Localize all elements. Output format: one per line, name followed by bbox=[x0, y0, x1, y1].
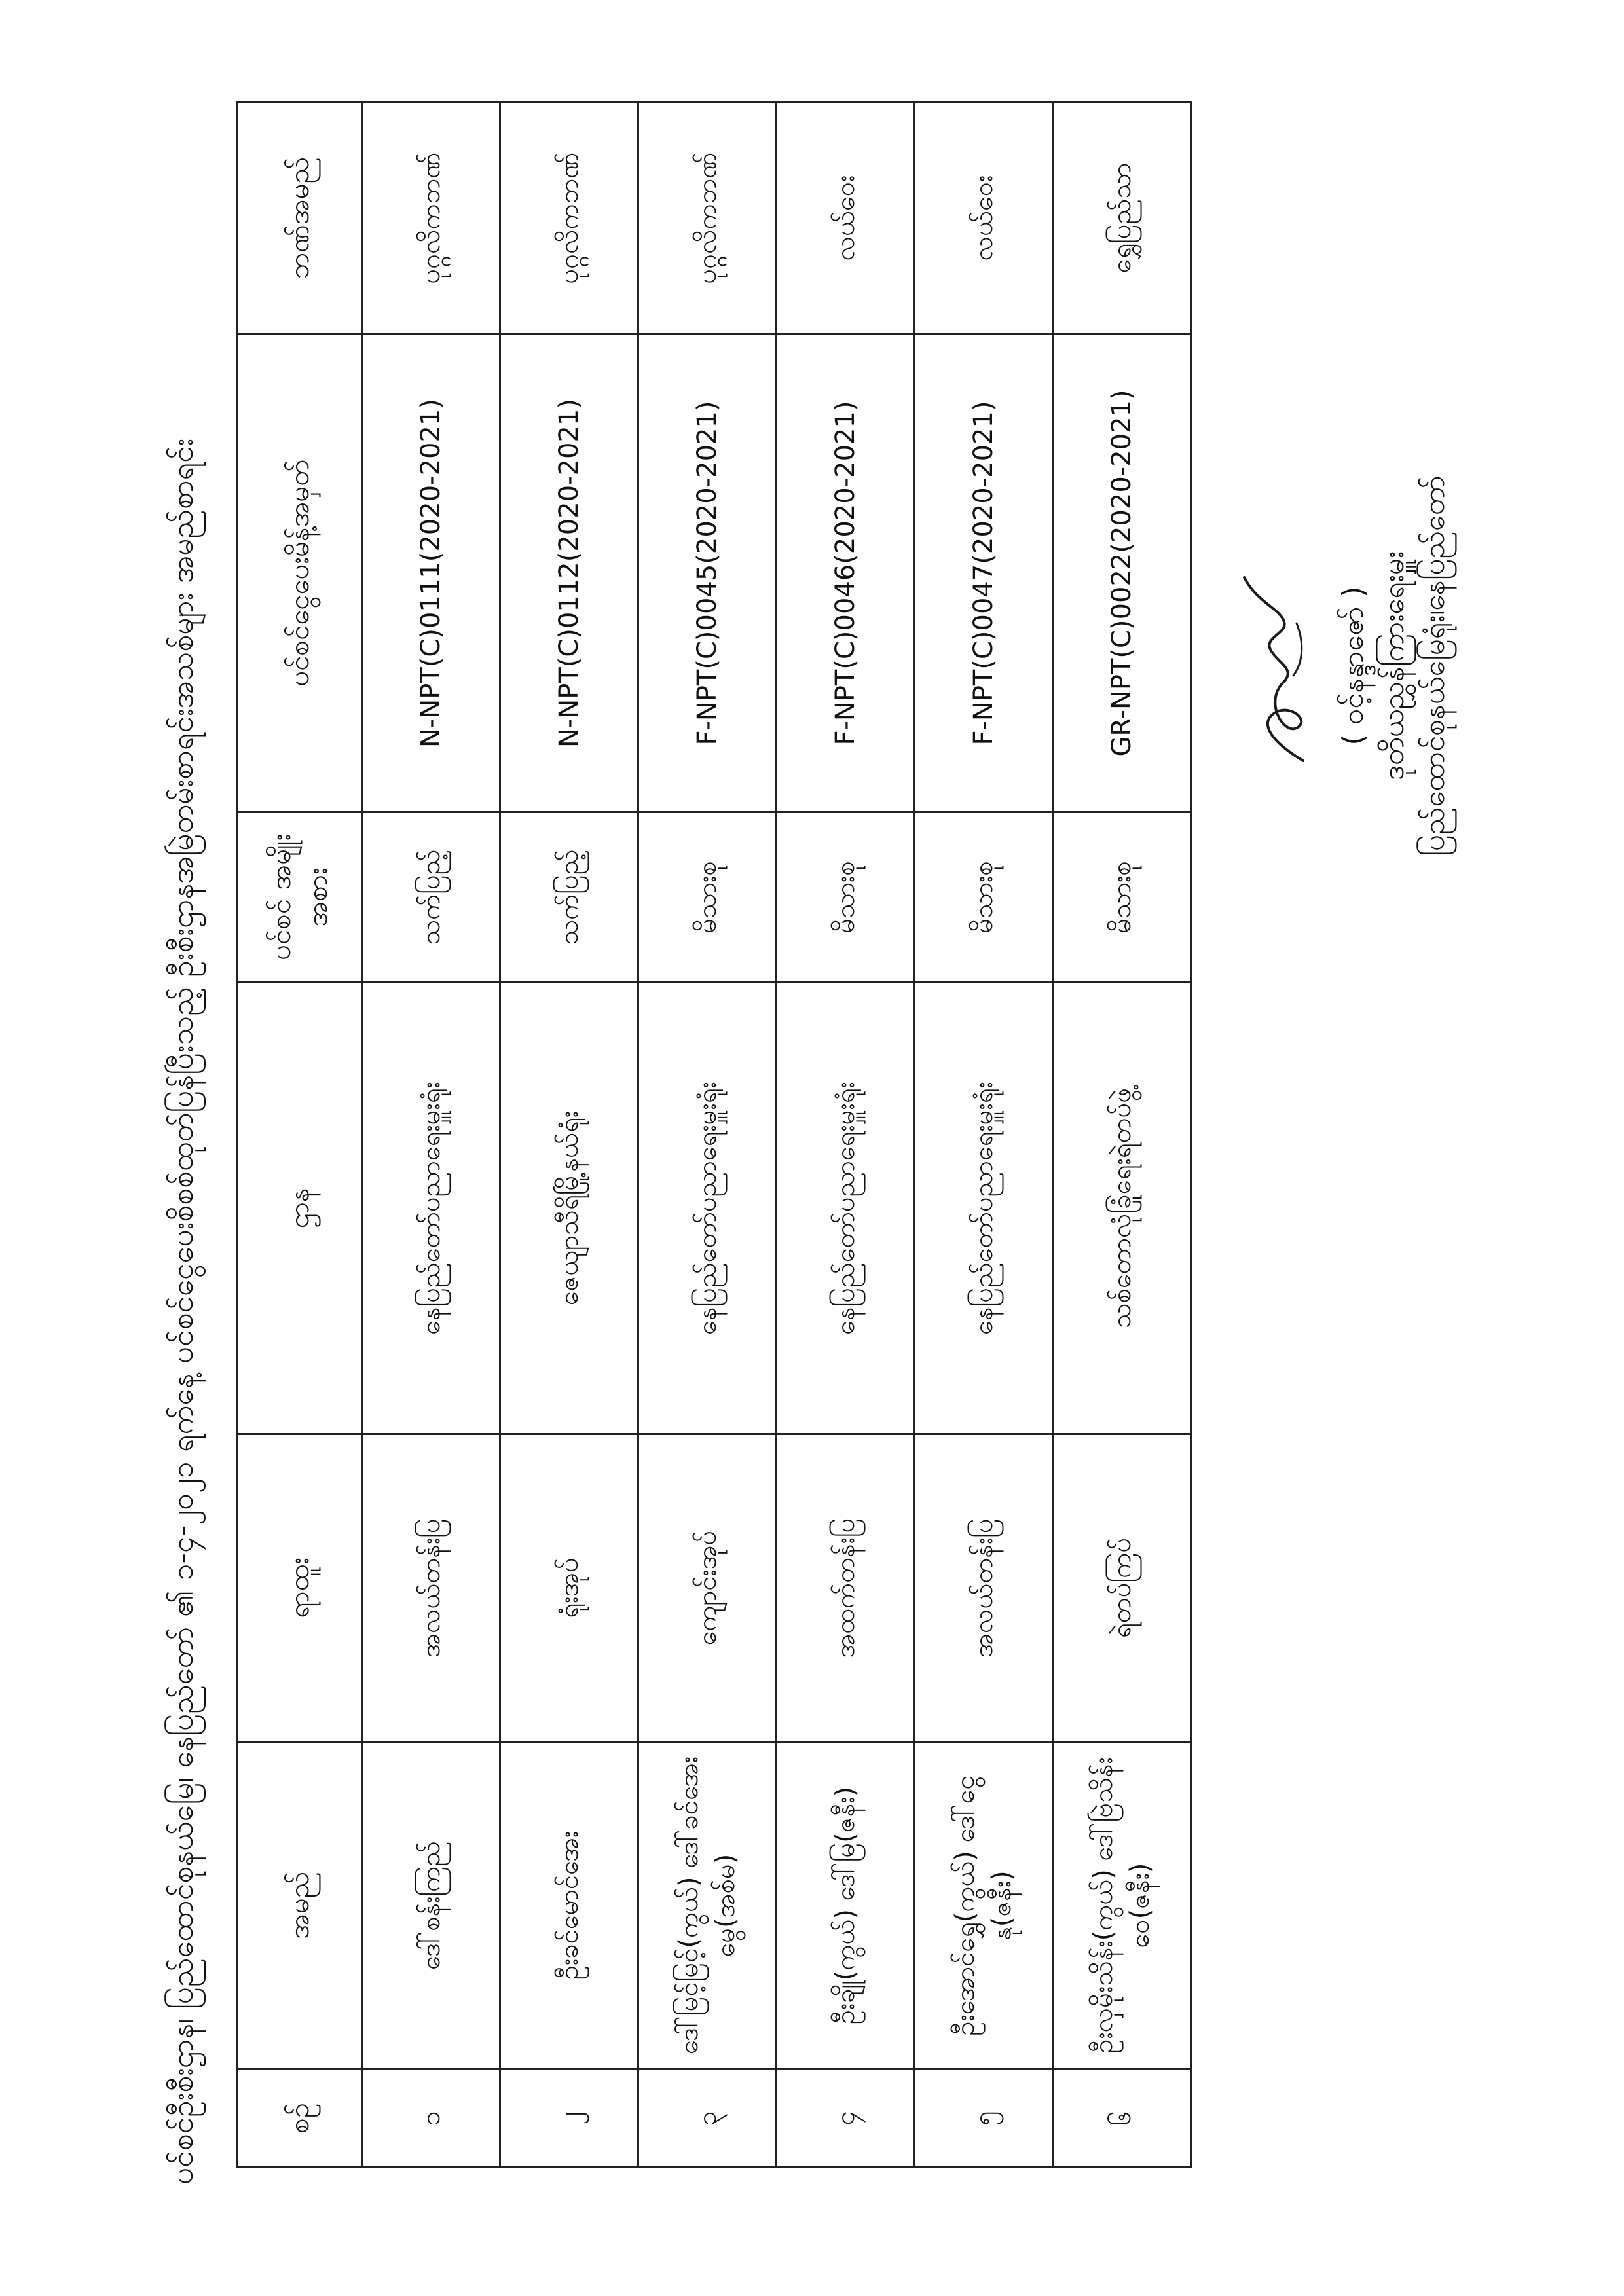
signature-block bbox=[1231, 437, 1455, 895]
cell-pension-type: မိသားစု bbox=[1053, 812, 1191, 983]
table-row bbox=[1053, 102, 1191, 2168]
cell-serial: ၃ bbox=[638, 2069, 777, 2168]
cell-department: သစ်တောလုံခြုံရေးရဲတပ်ဖွဲ့ bbox=[1053, 983, 1191, 1434]
cell-bank: ပုဂ္ဂလိကဘဏ် bbox=[362, 102, 500, 335]
table-row bbox=[777, 102, 915, 2168]
cell-bank: ပုဂ္ဂလိကဘဏ် bbox=[500, 102, 638, 335]
cell-department: နေပြည်တော်ပညာရေးမှူးရုံး bbox=[777, 983, 915, 1434]
cell-pension-type: မိသားစု bbox=[777, 812, 915, 983]
header-position: ရာထူး bbox=[237, 1434, 362, 1742]
cell-name: ဦးချို(ကွယ်) ဒေါ်မြ(ဇနီး) bbox=[777, 1742, 915, 2069]
cell-pension-type: မိသားစု bbox=[915, 812, 1053, 983]
cell-department: နေပြည်တော်ပညာရေးမှူးရုံး bbox=[362, 983, 500, 1434]
cell-name: ဦးလှမိုးသိန်း(ကွယ်) ဒေါ်ဗြဲသိန်းဝေ(ဇနီး) bbox=[1053, 1742, 1191, 2069]
table-row bbox=[500, 102, 638, 2168]
cell-bank: ရွှေပြည်သာ bbox=[1053, 102, 1191, 335]
signatory-title: ဒုတိယညွှန်ကြားရေးမှူး bbox=[1377, 551, 1411, 781]
cell-department: နေပြည်တော်ပညာရေးမှူးရုံး bbox=[915, 983, 1053, 1434]
cell-pension-type: သက်ပြည့် bbox=[500, 812, 638, 983]
cell-order-number: F-NPT(C)0045(2020-2021) bbox=[638, 335, 777, 812]
cell-order-number: N-NPT(C)0112(2020-2021) bbox=[500, 335, 638, 812]
header-bank: ဘဏ်အမည် bbox=[237, 102, 362, 335]
handwritten-signature-icon bbox=[1231, 558, 1329, 774]
table-header-row bbox=[237, 102, 362, 2168]
table-row bbox=[638, 102, 777, 2168]
header-pension-type: ပင်စင် အမျိုးအစား bbox=[237, 812, 362, 983]
cell-name: ဒေါ်မြင့်မြင့်(ကွယ်) ဒေါ်ခင်အေးမွေ(အစ်မ) bbox=[638, 1742, 777, 2069]
cell-position: အလယ်တန်းပြ bbox=[915, 1434, 1053, 1742]
header-serial: စဉ် bbox=[237, 2069, 362, 2168]
cell-serial: ၂ bbox=[500, 2069, 638, 2168]
table-row bbox=[362, 102, 500, 2168]
cell-position: ရဲတပ်ကြပ် bbox=[1053, 1434, 1191, 1742]
cell-serial: ၄ bbox=[777, 2069, 915, 2168]
header-name: အမည် bbox=[237, 1742, 362, 2069]
cell-name: ဦးအောင်ရွှေ(ကွယ်) ဒေါ်ငွေနု(ဇနီး) bbox=[915, 1742, 1053, 2069]
cell-position: အလယ်တန်းပြ bbox=[362, 1434, 500, 1742]
cell-position: ကျောင်းအုပ် bbox=[638, 1434, 777, 1742]
signatory-name: ( ဝင့်နန္ဒာဇော် ) bbox=[1337, 586, 1370, 746]
table-row bbox=[915, 102, 1053, 2168]
pension-list-table bbox=[236, 101, 1192, 2168]
cell-bank: လယ်ဝေး bbox=[915, 102, 1053, 335]
signatory-office: ပြည်ထောင်စုနယ်မြေရုံး၊နေပြည်တော် bbox=[1418, 475, 1451, 856]
cell-pension-type: သက်ပြည့် bbox=[362, 812, 500, 983]
cell-department: နေပြည်တော်ပညာရေးမှူးရုံး bbox=[638, 983, 777, 1434]
cell-department: ဇေယျာသီရိမြို့နယ်ရုံး bbox=[500, 983, 638, 1434]
header-department: ဌာန bbox=[237, 983, 362, 1434]
cell-bank: လယ်ဝေး bbox=[777, 102, 915, 335]
cell-name: ဒေါ်စန်းကြည် bbox=[362, 1742, 500, 2069]
header-pension-order-number: ပင်စင်ငွေပေးမိန့်အမှတ် bbox=[237, 335, 362, 812]
cell-order-number: N-NPT(C)0111(2020-2021) bbox=[362, 335, 500, 812]
document-title: ပင်စင်ဦးစီးဌာန၊ ပြည်ထောင်စုနယ်မြေ၊ နေပြည်တော် ၏ ၁-၄-၂၀၂၁ ရက်နေ့ ပင်စင်ငွေပေးစိစစ်ထုတ်ပြန်ပြီးသည့် ဦးစီးဌာနအမြဲတမ်းစာရင်းအသစ်များ အမည်စာရင်း bbox=[164, 438, 200, 2185]
cell-order-number: F-NPT(C)0047(2020-2021) bbox=[915, 335, 1053, 812]
cell-position: အထက်တန်းပြ bbox=[777, 1434, 915, 1742]
cell-name: ဦးခင်မောင်အေး bbox=[500, 1742, 638, 2069]
cell-pension-type: မိသားစု bbox=[638, 812, 777, 983]
cell-serial: ၆ bbox=[1053, 2069, 1191, 2168]
cell-order-number: GR-NPT(C)0022(2020-2021) bbox=[1053, 335, 1191, 812]
cell-serial: ၅ bbox=[915, 2069, 1053, 2168]
cell-order-number: F-NPT(C)0046(2020-2021) bbox=[777, 335, 915, 812]
cell-bank: ပုဂ္ဂလိကဘဏ် bbox=[638, 102, 777, 335]
cell-serial: ၁ bbox=[362, 2069, 500, 2168]
cell-position: ရုံးအုပ် bbox=[500, 1434, 638, 1742]
